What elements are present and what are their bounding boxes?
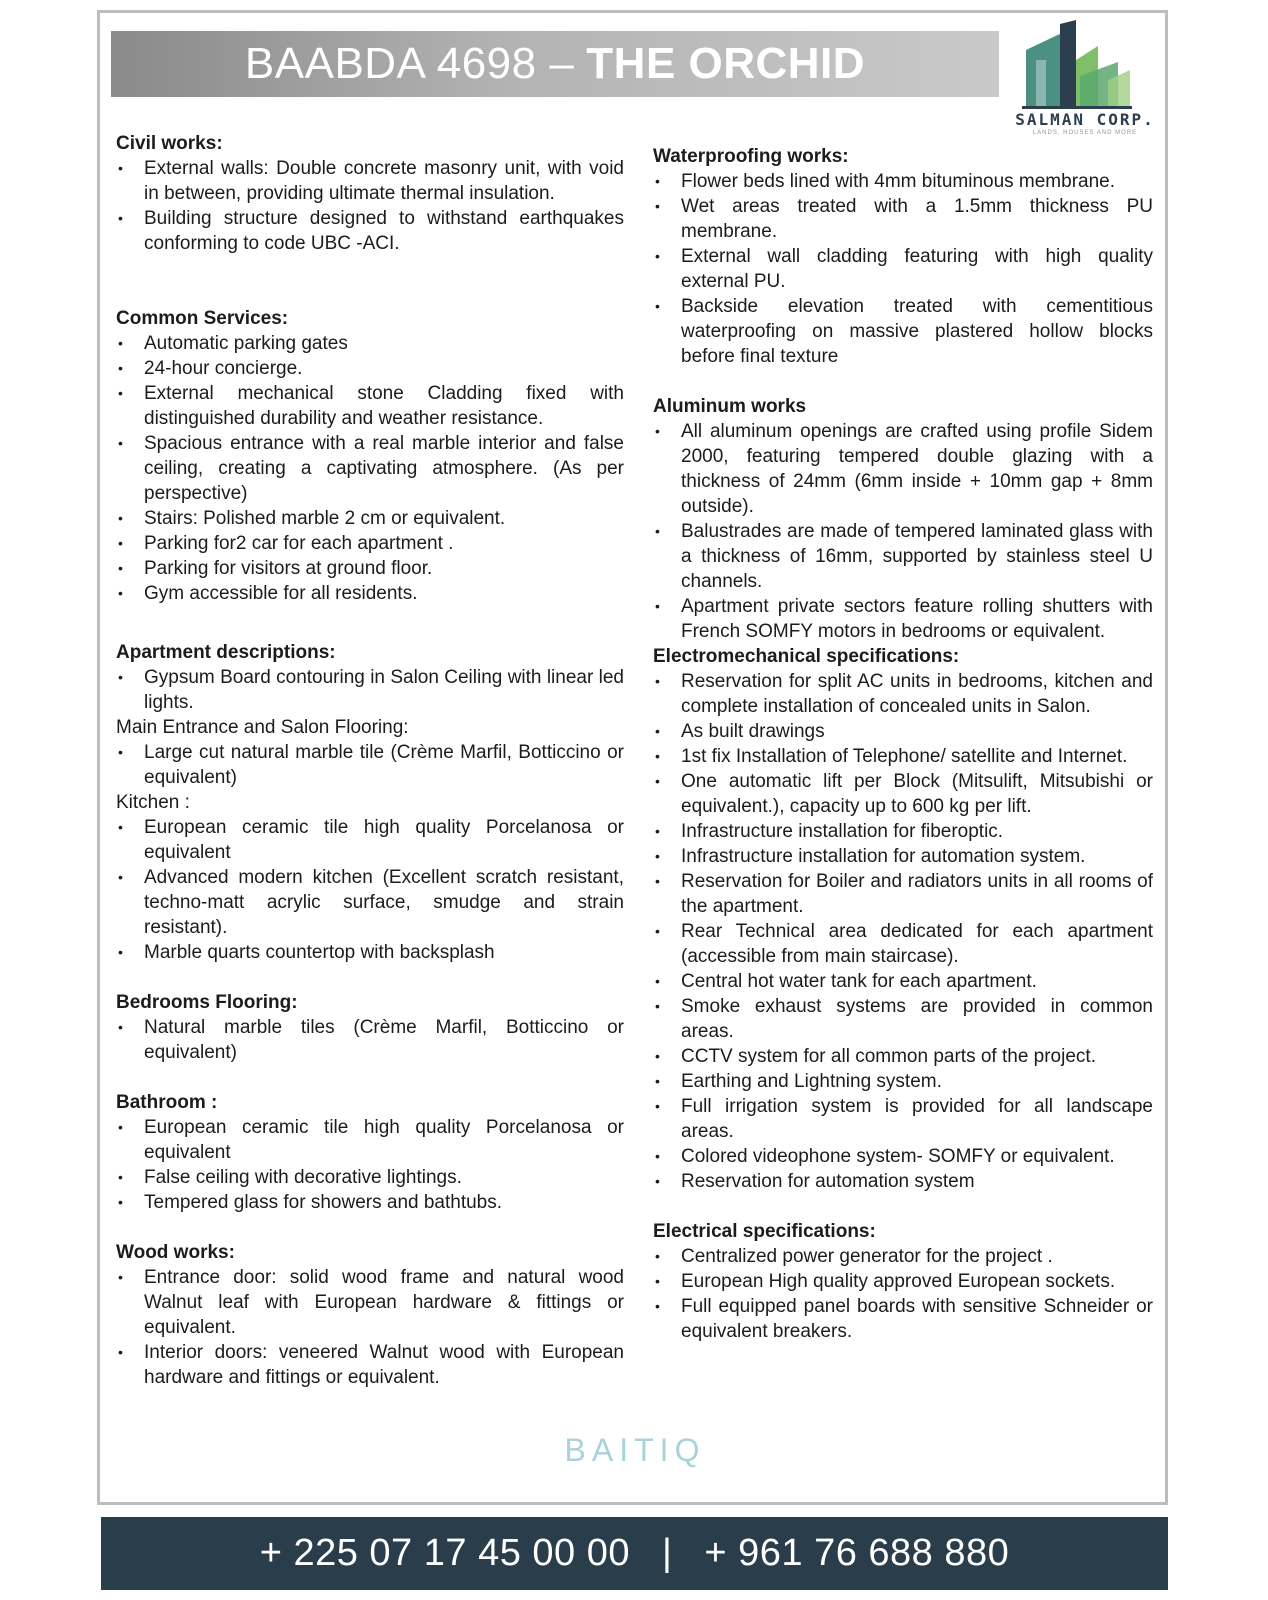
list-item: • Reservation for split AC units in bedrooms, kitchen and complete installation of concealed units in Salon. bbox=[653, 669, 1153, 719]
list-item: • Flower beds lined with 4mm bituminous membrane. bbox=[653, 169, 1153, 194]
section-heading: Bedrooms Flooring: bbox=[116, 992, 298, 1013]
phone-separator: | bbox=[662, 1532, 673, 1574]
logo-name: SALMAN CORP. bbox=[1015, 110, 1155, 129]
list-item: • External mechanical stone Cladding fixed with distinguished durability and weather resistance. bbox=[116, 381, 624, 431]
list-item: • Large cut natural marble tile (Crème Marfil, Botticcino or equivalent) bbox=[116, 740, 624, 790]
section-bathroom bbox=[116, 1090, 624, 1215]
list-item: • Central hot water tank for each apartment. bbox=[653, 969, 1153, 994]
section-aluminum-works bbox=[653, 394, 1153, 644]
common-list bbox=[116, 331, 624, 606]
section-electrical bbox=[653, 1219, 1153, 1344]
list-item: • Marble quarts countertop with backsplash bbox=[116, 940, 624, 965]
section-heading: Apartment descriptions: bbox=[116, 642, 336, 663]
title-project-name: THE ORCHID bbox=[586, 39, 866, 88]
section-heading: Waterproofing works: bbox=[653, 146, 849, 167]
list-item: • External walls: Double concrete masonry unit, with void in between, providing ultimate thermal insulation. bbox=[116, 156, 624, 206]
wood-list bbox=[116, 1265, 624, 1390]
phone-number-ci[interactable]: + 225 07 17 45 00 00 bbox=[259, 1532, 630, 1574]
phone-number-lb[interactable]: + 961 76 688 880 bbox=[704, 1532, 1010, 1574]
list-item: • Automatic parking gates bbox=[116, 331, 624, 356]
list-item: • Full irrigation system is provided for all landscape areas. bbox=[653, 1094, 1153, 1144]
section-electromechanical bbox=[653, 644, 1153, 1194]
list-item: • One automatic lift per Block (Mitsulift, Mitsubishi or equivalent.), capacity up to 600 kg per lift. bbox=[653, 769, 1153, 819]
list-item: • Reservation for Boiler and radiators units in all rooms of the apartment. bbox=[653, 869, 1153, 919]
logo-tagline: LANDS, HOUSES AND MORE bbox=[1032, 130, 1138, 136]
left-column bbox=[116, 131, 624, 1390]
section-heading: Electrical specifications: bbox=[653, 1221, 876, 1242]
flooring-list bbox=[116, 740, 624, 790]
electromechanical-list bbox=[653, 669, 1153, 1194]
page-title bbox=[111, 31, 999, 97]
apartment-list bbox=[116, 665, 624, 715]
section-common-services bbox=[116, 306, 624, 606]
title-prefix: BAABDA 4698 – bbox=[244, 39, 575, 88]
list-item: • Infrastructure installation for fiberoptic. bbox=[653, 819, 1153, 844]
list-item: • External wall cladding featuring with high quality external PU. bbox=[653, 244, 1153, 294]
list-item: • Infrastructure installation for automation system. bbox=[653, 844, 1153, 869]
right-column bbox=[653, 144, 1153, 1344]
section-heading: Electromechanical specifications: bbox=[653, 646, 960, 667]
list-item: • Colored videophone system- SOMFY or equivalent. bbox=[653, 1144, 1153, 1169]
subheading: Main Entrance and Salon Flooring: bbox=[116, 717, 409, 738]
list-item: • All aluminum openings are crafted using profile Sidem 2000, featuring tempered double glazing with a thickness of 24mm (6mm inside + 10mm gap + 8mm outside). bbox=[653, 419, 1153, 519]
list-item: • Reservation for automation system bbox=[653, 1169, 1153, 1194]
list-item: • Apartment private sectors feature rolling shutters with French SOMFY motors in bedrooms or equivalent. bbox=[653, 594, 1153, 644]
section-apartment-descriptions bbox=[116, 640, 624, 965]
section-bedrooms-flooring bbox=[116, 990, 624, 1065]
section-wood-works bbox=[116, 1240, 624, 1390]
waterproofing-list bbox=[653, 169, 1153, 369]
list-item: • Entrance door: solid wood frame and natural wood Walnut leaf with European hardware & fittings or equivalent. bbox=[116, 1265, 624, 1340]
section-heading: Common Services: bbox=[116, 308, 289, 329]
bathroom-list bbox=[116, 1115, 624, 1215]
list-item: • Parking for visitors at ground floor. bbox=[116, 556, 624, 581]
civil-list bbox=[116, 156, 624, 256]
list-item: • Gym accessible for all residents. bbox=[116, 581, 624, 606]
section-heading: Civil works: bbox=[116, 133, 223, 154]
electrical-list bbox=[653, 1244, 1153, 1344]
list-item: • European High quality approved European sockets. bbox=[653, 1269, 1153, 1294]
list-item: • Gypsum Board contouring in Salon Ceiling with linear led lights. bbox=[116, 665, 624, 715]
list-item: • Spacious entrance with a real marble interior and false ceiling, creating a captivating atmosphere. (As per perspective) bbox=[116, 431, 624, 506]
list-item: • Wet areas treated with a 1.5mm thickness PU membrane. bbox=[653, 194, 1153, 244]
baitiq-watermark: BAITIQ bbox=[564, 1432, 706, 1468]
section-heading: Wood works: bbox=[116, 1242, 235, 1263]
list-item: • Tempered glass for showers and bathtubs. bbox=[116, 1190, 624, 1215]
list-item: • Balustrades are made of tempered laminated glass with a thickness of 16mm, supported by stainless steel U channels. bbox=[653, 519, 1153, 594]
list-item: • 1st fix Installation of Telephone/ satellite and Internet. bbox=[653, 744, 1153, 769]
list-item: • CCTV system for all common parts of the project. bbox=[653, 1044, 1153, 1069]
section-heading: Aluminum works bbox=[653, 396, 807, 417]
bedrooms-list bbox=[116, 1015, 624, 1065]
section-civil-works bbox=[116, 131, 624, 256]
contact-footer bbox=[101, 1517, 1168, 1590]
list-item: • Building structure designed to withstand earthquakes conforming to code UBC -ACI. bbox=[116, 206, 624, 256]
section-heading: Bathroom : bbox=[116, 1092, 218, 1113]
list-item: • Stairs: Polished marble 2 cm or equivalent. bbox=[116, 506, 624, 531]
list-item: • As built drawings bbox=[653, 719, 1153, 744]
list-item: • European ceramic tile high quality Porcelanosa or equivalent bbox=[116, 1115, 624, 1165]
list-item: • Full equipped panel boards with sensitive Schneider or equivalent breakers. bbox=[653, 1294, 1153, 1344]
list-item: • Rear Technical area dedicated for each apartment (accessible from main staircase). bbox=[653, 919, 1153, 969]
list-item: • Smoke exhaust systems are provided in common areas. bbox=[653, 994, 1153, 1044]
list-item: • Advanced modern kitchen (Excellent scratch resistant, techno-matt acrylic surface, smudge and strain resistant). bbox=[116, 865, 624, 940]
list-item: • Parking for2 car for each apartment . bbox=[116, 531, 624, 556]
list-item: • False ceiling with decorative lightings. bbox=[116, 1165, 624, 1190]
list-item: • 24-hour concierge. bbox=[116, 356, 624, 381]
list-item: • Natural marble tiles (Crème Marfil, Botticcino or equivalent) bbox=[116, 1015, 624, 1065]
list-item: • Interior doors: veneered Walnut wood with European hardware and fittings or equivalent. bbox=[116, 1340, 624, 1390]
section-waterproofing bbox=[653, 144, 1153, 369]
list-item: • Centralized power generator for the project . bbox=[653, 1244, 1153, 1269]
kitchen-list bbox=[116, 815, 624, 965]
list-item: • European ceramic tile high quality Porcelanosa or equivalent bbox=[116, 815, 624, 865]
list-item: • Backside elevation treated with cementitious waterproofing on massive plastered hollow blocks before final texture bbox=[653, 294, 1153, 369]
subheading: Kitchen : bbox=[116, 792, 190, 813]
list-item: • Earthing and Lightning system. bbox=[653, 1069, 1153, 1094]
aluminum-list bbox=[653, 419, 1153, 644]
